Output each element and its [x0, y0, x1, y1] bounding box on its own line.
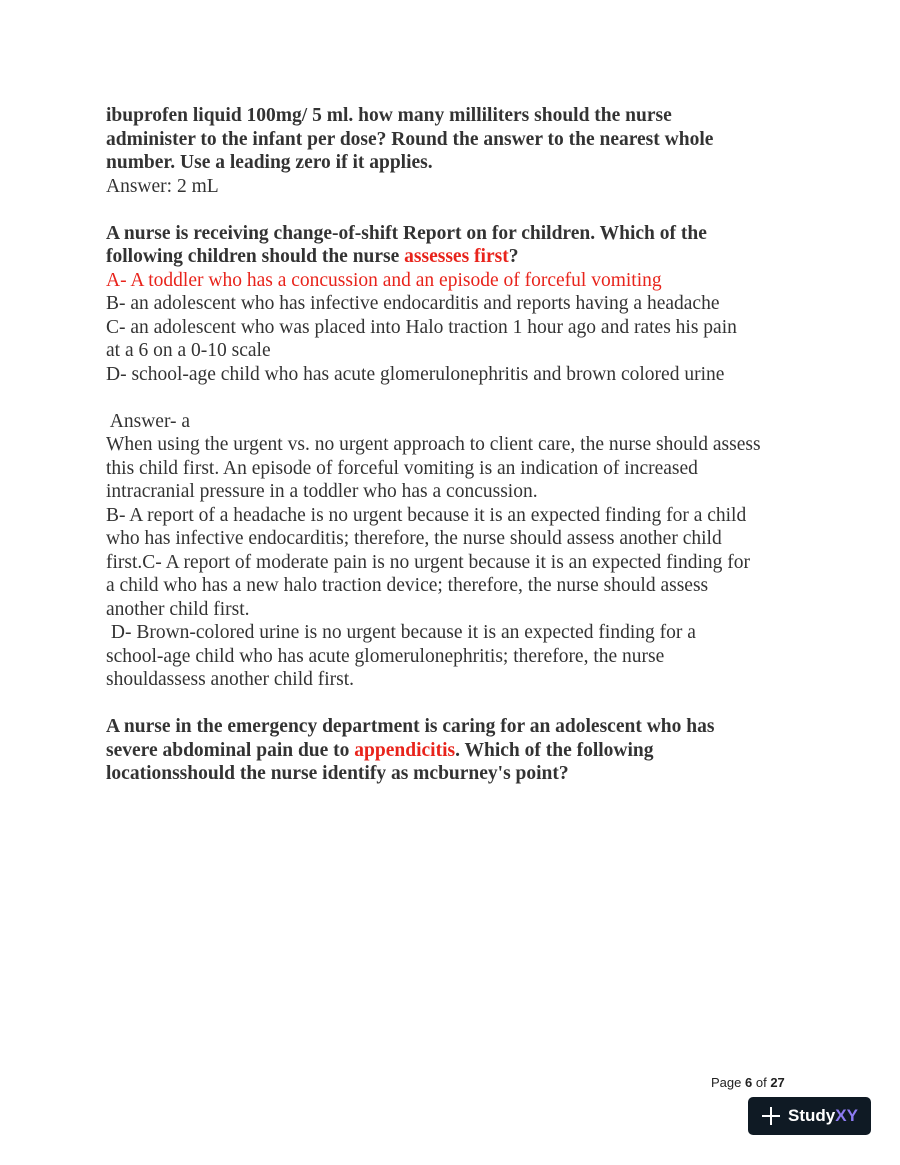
question-text-segment: . Which of the following — [455, 739, 654, 761]
highlighted-phrase: appendicitis — [354, 739, 456, 761]
question-text-line: ibuprofen liquid 100mg/ 5 ml. how many milliliters should the nurse — [106, 105, 672, 126]
rationale-line: who has infective endocarditis; therefore, the nurse should assess another child — [106, 528, 722, 549]
question-text-segment: following children should the nurse — [106, 246, 405, 267]
question-text-segment: ? — [508, 246, 519, 267]
question-text-line: number. Use a leading zero if it applies. — [106, 152, 433, 173]
page-of: of — [755, 1075, 767, 1090]
question-mcburney — [106, 715, 806, 786]
rationale-line: shouldassess another child first. — [106, 669, 355, 690]
rationale-line: school-age child who has acute glomerulonephritis; therefore, the nurse — [106, 645, 665, 667]
page-number — [711, 1075, 785, 1090]
question-text-line: A nurse is receiving change-of-shift Report on for children. Which of the — [106, 222, 707, 244]
rationale-line: a child who has a new halo traction device; therefore, the nurse should assess — [106, 575, 709, 596]
rationale-line: first.C- A report of moderate pain is no urgent because it is an expected finding for — [106, 551, 751, 573]
question-text-line — [106, 739, 806, 763]
option-c-continued: at a 6 on a 0-10 scale — [106, 340, 271, 361]
page-label: Page — [711, 1075, 742, 1090]
option-b: B- an adolescent who has infective endocarditis and reports having a headache — [106, 293, 720, 314]
rationale-line: intracranial pressure in a toddler who has a concussion. — [106, 481, 538, 502]
question-text-line: administer to the infant per dose? Round the answer to the nearest whole — [106, 128, 714, 150]
brand-name — [788, 1106, 858, 1126]
question-assess-first — [106, 222, 806, 692]
rationale-line: When using the urgent vs. no urgent approach to client care, the nurse should assess — [106, 434, 761, 455]
question-ibuprofen — [106, 104, 806, 198]
option-c: C- an adolescent who was placed into Halo traction 1 hour ago and rates his pain — [106, 316, 737, 338]
brand-accent: XY — [835, 1106, 858, 1125]
document-body — [106, 104, 806, 786]
question-text-segment: severe abdominal pain due to — [106, 739, 355, 761]
plus-icon — [761, 1106, 781, 1126]
rationale-line: D- Brown-colored urine is no urgent because it is an expected finding for a — [106, 622, 696, 643]
option-a: A- A toddler who has a concussion and an episode of forceful vomiting — [106, 269, 662, 291]
highlighted-phrase: assesses first — [404, 246, 509, 267]
option-d: D- school-age child who has acute glomerulonephritis and brown colored urine — [106, 363, 725, 385]
question-text-line: locationsshould the nurse identify as mcburney's point? — [106, 763, 569, 784]
rationale-line: this child first. An episode of forceful vomiting is an indication of increased — [106, 457, 698, 479]
question-text-line: A nurse in the emergency department is caring for an adolescent who has — [106, 716, 715, 737]
page-total: 27 — [770, 1075, 785, 1090]
studyxy-logo-badge[interactable] — [748, 1097, 871, 1135]
answer-text: Answer: 2 mL — [106, 175, 219, 197]
question-text-line — [106, 245, 806, 269]
rationale-line: B- A report of a headache is no urgent because it is an expected finding for a child — [106, 504, 747, 526]
rationale-line: another child first. — [106, 598, 250, 620]
answer-text: Answer- a — [106, 410, 191, 432]
brand-main: Study — [788, 1106, 836, 1125]
page-current: 6 — [745, 1075, 753, 1090]
